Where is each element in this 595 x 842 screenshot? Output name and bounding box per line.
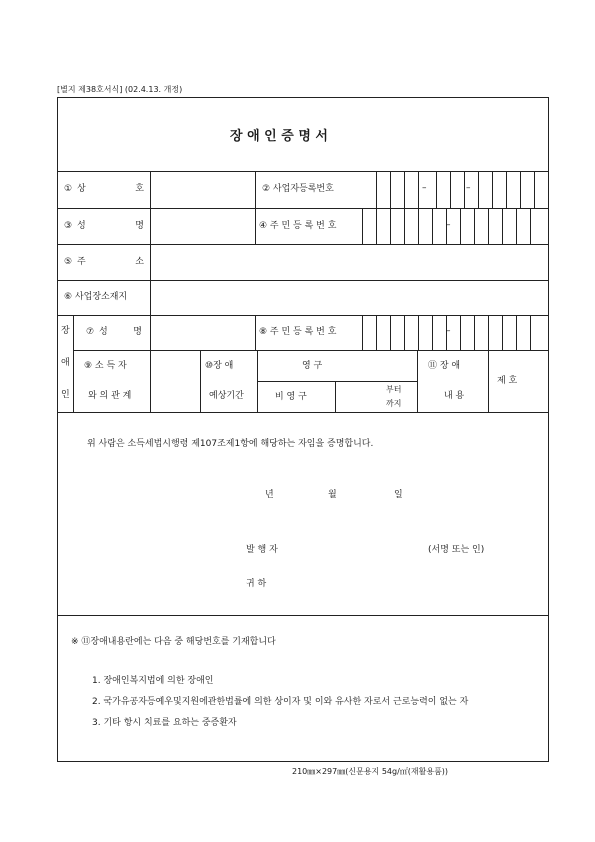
dash: – [422,183,427,193]
notes-intro: ※ ⑪장애내용란에는 다음 중 해당번호를 기재합니다 [71,637,276,647]
relation-label-2: 와 의 관 계 [88,391,132,401]
signature-label: (서명 또는 인) [428,545,485,555]
disabled-resident-no-label: ⑧ 주 민 등 록 번 호 [259,327,337,337]
period-label-2: 예상기간 [209,391,244,401]
business-reg-no-field[interactable] [377,172,548,207]
name-field[interactable] [151,209,254,243]
recipient-label: 귀 하 [246,579,267,589]
paper-spec: 210㎜×297㎜(신문용지 54g/㎡(재활용품)) [292,767,449,776]
disabled-resident-no-field[interactable] [363,316,548,349]
dash: – [446,220,451,230]
period-label-1: ⑩장 애 [205,361,234,371]
year-label: 년 [265,490,274,500]
disabled-side-label-1: 장 [61,326,70,336]
relation-field[interactable] [151,351,199,411]
name-label: ③ 성 명 [64,221,144,231]
notes-item-2: 2. 국가유공자등예우및지원에관한법률에 의한 상이자 및 이와 유사한 자로서 근로능력이 없는 자 [92,697,469,707]
issuer-field[interactable] [295,540,415,558]
day-label: 일 [394,490,403,500]
form-title: 장 애 인 증 명 서 [230,129,328,144]
issuer-label: 발 행 자 [246,545,278,555]
dash: – [466,183,471,193]
business-reg-no-label: ② 사업자등록번호 [262,184,334,194]
until-label: 까지 [386,399,402,408]
business-name-field[interactable] [151,172,254,207]
disabled-name-label: ⑦ 성 명 [86,327,142,337]
class-number-field[interactable] [489,351,548,411]
disabled-side-label-2: 애 [61,358,70,368]
relation-label-1: ⑨ 소 득 자 [84,361,127,371]
resident-no-label: ④ 주 민 등 록 번 호 [259,221,337,231]
nonpermanent-option[interactable]: 비 영 구 [275,392,307,402]
disabled-side-label-3: 인 [61,390,70,400]
content-label-2: 내 용 [444,391,465,401]
certify-statement: 위 사람은 소득세법시행령 제107조제1항에 해당하는 자임을 증명합니다. [87,439,374,449]
notes-item-3: 3. 기타 항시 치료를 요하는 중증환자 [92,718,237,728]
dash: – [446,326,451,336]
business-name-label: ① 상 호 [64,184,144,194]
class-number-label: 제 호 [497,376,518,386]
month-label: 월 [328,490,337,500]
content-label-1: ⑪ 장 애 [428,361,461,371]
form-number: [별지 제38호서식] (02.4.13. 개정) [57,85,183,94]
workplace-field[interactable] [151,281,548,314]
permanent-option[interactable]: 영 구 [302,361,323,371]
from-label: 부터 [386,385,402,394]
address-field[interactable] [151,245,548,279]
notes-item-1: 1. 장애인복지법에 의한 장애인 [92,676,214,686]
disabled-name-field[interactable] [151,316,254,349]
resident-no-field[interactable] [363,209,548,243]
workplace-label: ⑥ 사업장소재지 [64,292,128,302]
address-label: ⑤ 주 소 [64,257,144,267]
